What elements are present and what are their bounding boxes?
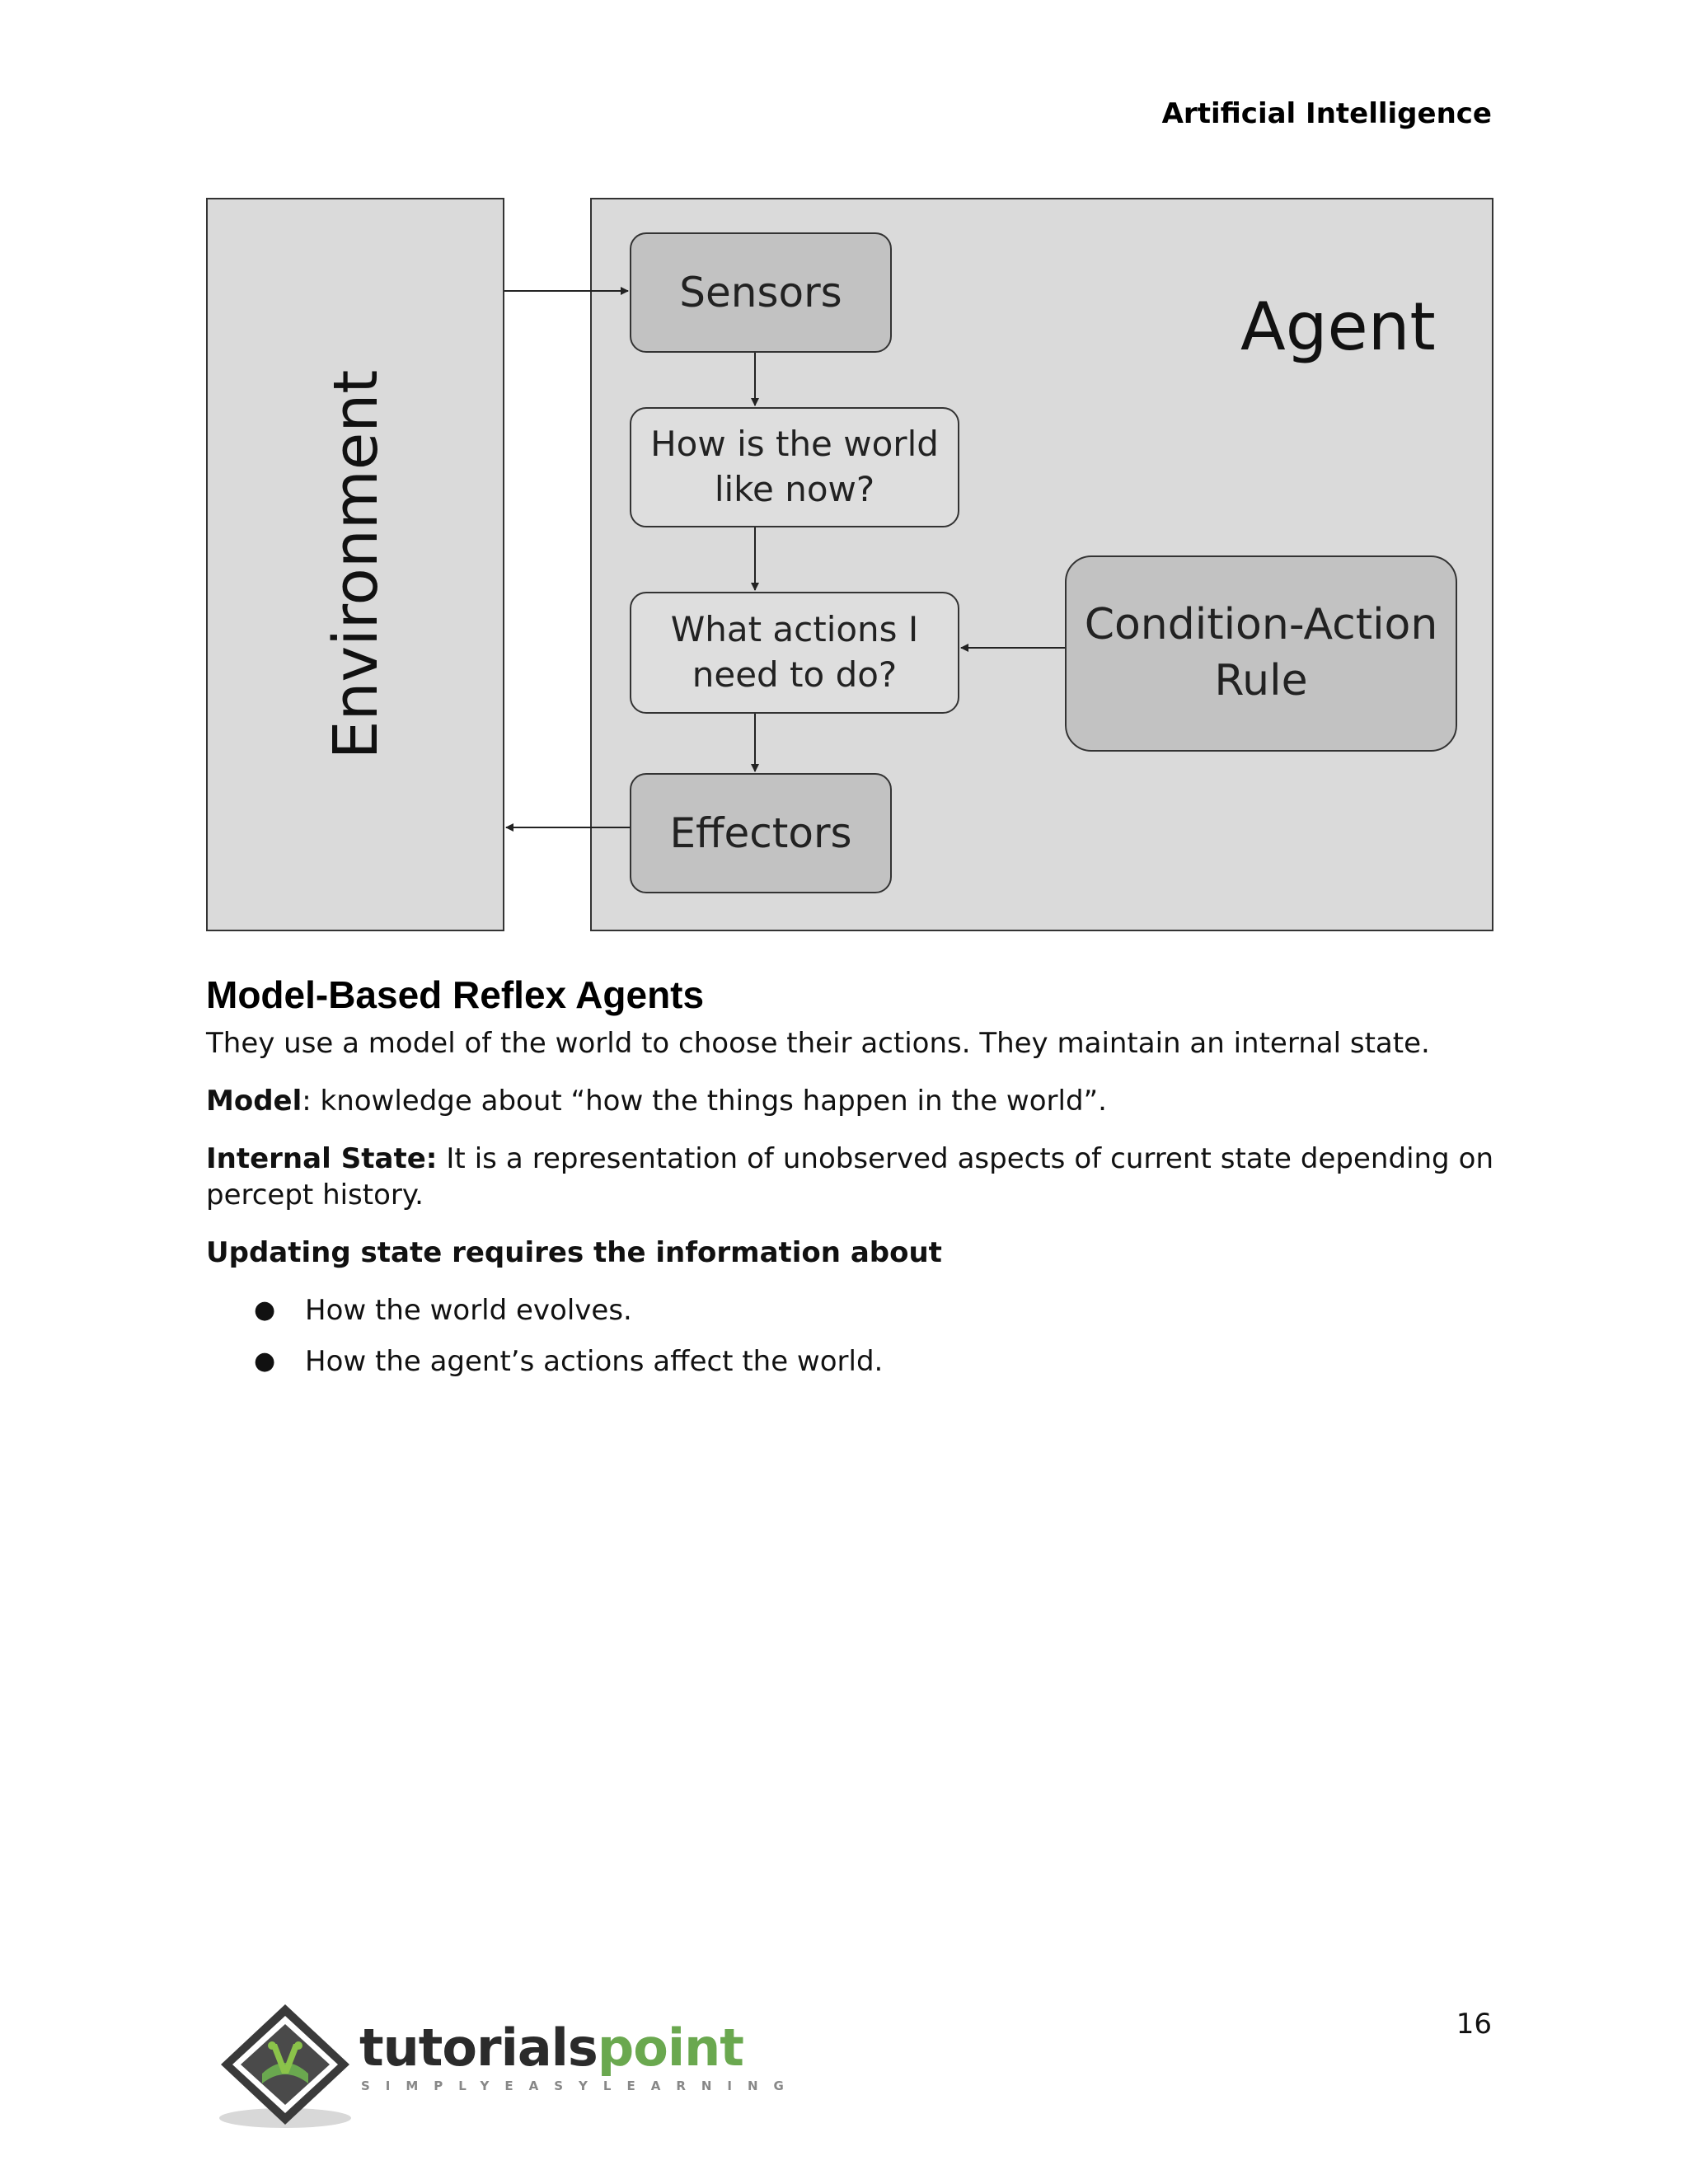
section-title: Model-Based Reflex Agents — [206, 973, 705, 1016]
logo-word-2: point — [597, 2018, 743, 2078]
bullet-text: How the world evolves. — [305, 1294, 632, 1327]
bullet-icon: ● — [254, 1296, 276, 1324]
sensors-label: Sensors — [679, 268, 842, 316]
model-paragraph — [206, 1083, 1493, 1119]
model-term: Model — [206, 1085, 302, 1118]
intro-paragraph: They use a model of the world to choose their actions. They maintain an internal state. — [206, 1027, 1430, 1060]
world-state-line2: like now? — [714, 469, 875, 509]
list-item — [206, 1343, 883, 1394]
page-header-title: Artificial Intelligence — [1161, 97, 1492, 130]
actions-line2: need to do? — [692, 654, 898, 695]
bullet-icon: ● — [254, 1347, 276, 1376]
logo-wordmark — [359, 2018, 743, 2078]
logo-word-1: tutorials — [359, 2018, 598, 2078]
environment-label: Environment — [321, 369, 392, 760]
updating-heading: Updating state requires the information about — [206, 1236, 942, 1269]
page-number: 16 — [1456, 2008, 1492, 2041]
actions-line1: What actions I — [670, 609, 919, 650]
rule-line1: Condition-Action — [1084, 600, 1438, 650]
model-text: : knowledge about “how the things happen in the world”. — [302, 1085, 1107, 1118]
list-item — [206, 1292, 883, 1343]
diagram-arrows — [0, 0, 1688, 956]
logo-tagline: SIMPLYEASYLEARNING — [361, 2079, 799, 2093]
agent-diagram — [0, 0, 1688, 956]
effectors-label: Effectors — [669, 808, 852, 857]
bullet-text: How the agent’s actions affect the world. — [305, 1345, 884, 1378]
internal-state-paragraph — [206, 1141, 1493, 1213]
internal-state-term: Internal State: — [206, 1142, 438, 1175]
internal-state-text: It is a representation of unobserved aspects of current state depending on percept history. — [206, 1142, 1493, 1212]
bullet-list — [206, 1292, 883, 1394]
agent-label: Agent — [1240, 288, 1436, 365]
rule-line2: Rule — [1214, 656, 1308, 705]
world-state-line1: How is the world — [650, 424, 939, 465]
